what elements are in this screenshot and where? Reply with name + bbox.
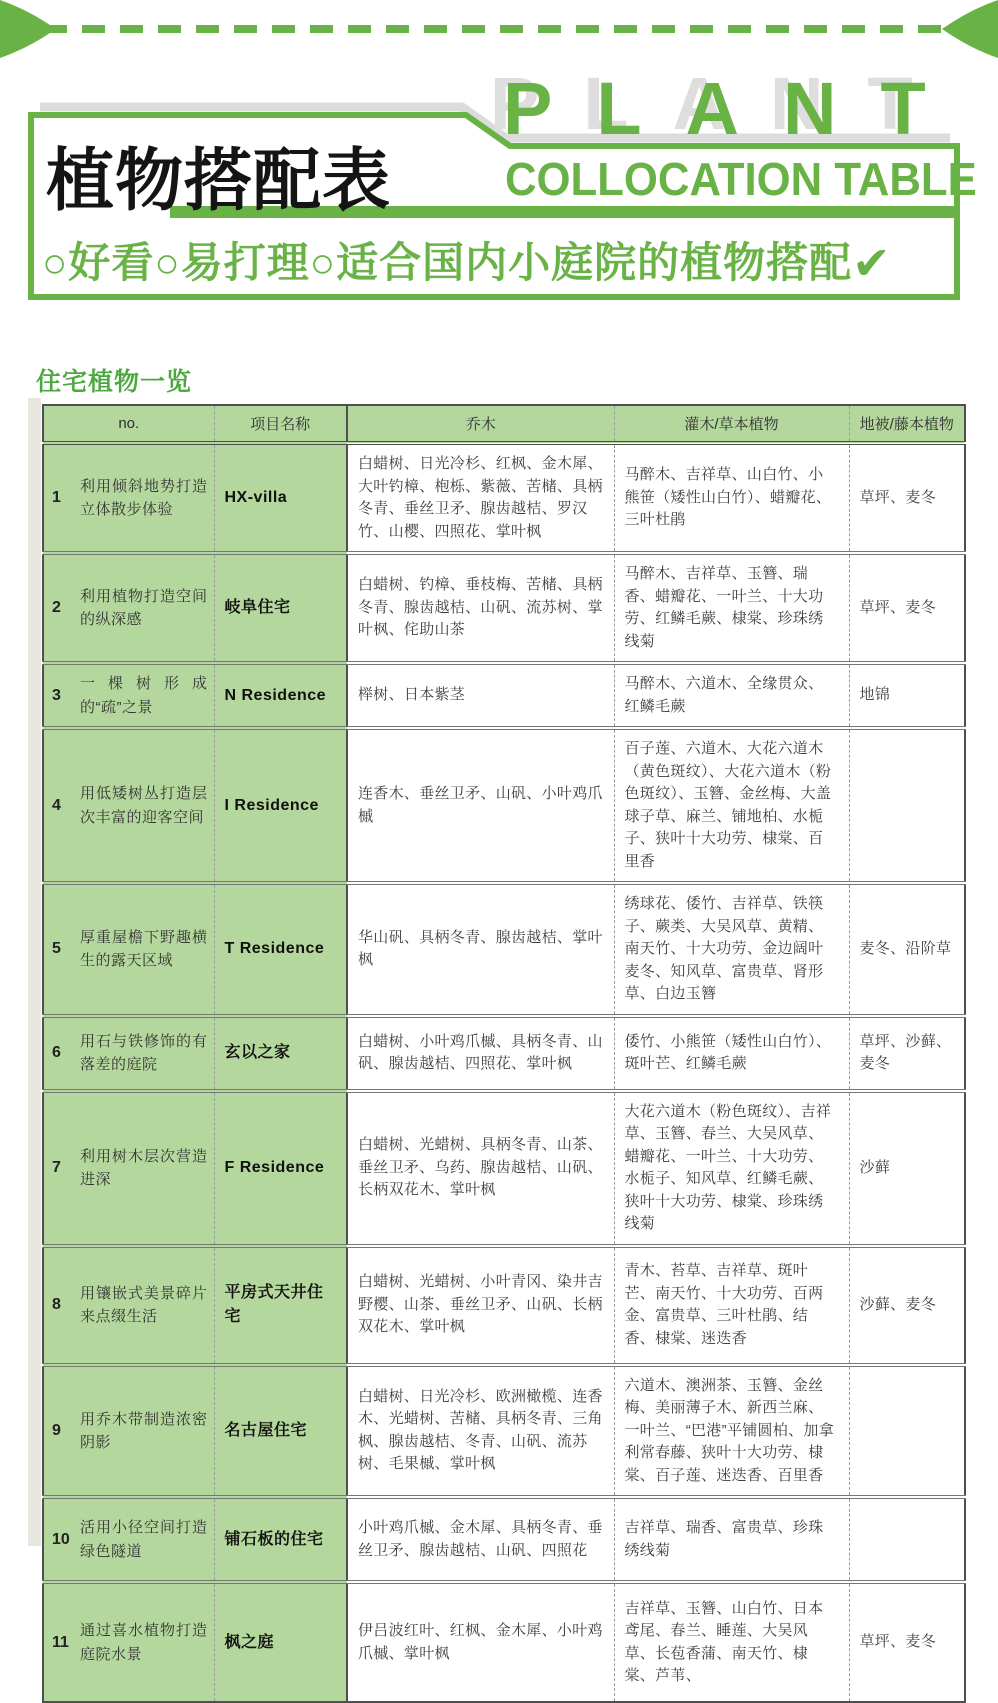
row-description: 利用倾斜地势打造立体散步体验 [80, 477, 208, 518]
cell-groundcover [849, 1365, 965, 1498]
check-icon: ✔ [852, 237, 892, 289]
row-description: 用石与铁修饰的有落差的庭院 [80, 1032, 208, 1073]
row-number: 3 [52, 686, 61, 704]
table-row [43, 1582, 965, 1702]
table-row [43, 728, 965, 883]
cell-no [43, 883, 214, 1016]
cell-project-name: I Residence [214, 728, 347, 883]
cell-project-name: HX-villa [214, 443, 347, 553]
cell-project-name: 铺石板的住宅 [214, 1497, 347, 1582]
cell-trees: 伊吕波红叶、红枫、金木犀、小叶鸡爪槭、掌叶枫 [347, 1582, 614, 1702]
row-description: 利用树木层次营造进深 [80, 1147, 208, 1188]
table-row [43, 553, 965, 663]
row-description: 用乔木带制造浓密阴影 [80, 1410, 208, 1451]
cell-trees: 白蜡树、光蜡树、具柄冬青、山茶、垂丝卫矛、乌药、腺齿越桔、山矾、长柄双花木、掌叶枫 [347, 1091, 614, 1246]
cell-no [43, 1016, 214, 1091]
cell-project-name: 平房式天井住宅 [214, 1246, 347, 1365]
row-number: 11 [52, 1633, 69, 1651]
cell-no [43, 1497, 214, 1582]
cell-groundcover [849, 1497, 965, 1582]
plant-table [42, 404, 964, 1703]
cell-shrubs: 马醉木、六道木、全缘贯众、红鳞毛蕨 [614, 663, 849, 728]
cell-project-name: N Residence [214, 663, 347, 728]
table-row [43, 443, 965, 553]
cell-groundcover: 地锦 [849, 663, 965, 728]
col-header-name: 项目名称 [214, 405, 347, 443]
table-header-row [43, 405, 965, 443]
cell-trees: 白蜡树、日光冷杉、欧洲橄榄、连香木、光蜡树、苦槠、具柄冬青、三角枫、腺齿越桔、冬青、山矾、流苏树、毛果槭、掌叶枫 [347, 1365, 614, 1498]
table-row [43, 883, 965, 1016]
subtitle [42, 230, 892, 290]
cell-no [43, 1582, 214, 1702]
ribbon-right-icon [942, 0, 998, 58]
cell-shrubs: 马醉木、吉祥草、山白竹、小熊笹（矮性山白竹）、蜡瓣花、三叶杜鹃 [614, 443, 849, 553]
table-row [43, 663, 965, 728]
cell-groundcover: 沙藓 [849, 1091, 965, 1246]
cell-shrubs: 吉祥草、玉簪、山白竹、日本鸢尾、春兰、睡莲、大吴风草、长苞香蒲、南天竹、棣棠、芦苇、 [614, 1582, 849, 1702]
cell-trees: 小叶鸡爪槭、金木犀、具柄冬青、垂丝卫矛、腺齿越桔、山矾、四照花 [347, 1497, 614, 1582]
cell-groundcover: 草坪、麦冬 [849, 1582, 965, 1702]
row-description: 用镶嵌式美景碎片来点缀生活 [80, 1284, 208, 1325]
cell-trees: 连香木、垂丝卫矛、山矾、小叶鸡爪槭 [347, 728, 614, 883]
row-number: 10 [52, 1530, 70, 1548]
row-number: 7 [52, 1159, 61, 1176]
row-number: 5 [52, 940, 61, 958]
col-header-trees: 乔木 [347, 405, 614, 443]
cell-shrubs: 绣球花、倭竹、吉祥草、铁筷子、蕨类、大吴风草、黄精、南天竹、十大功劳、金边阔叶麦冬、知风草、富贵草、肾形草、白边玉簪 [614, 883, 849, 1016]
cell-trees: 华山矾、具柄冬青、腺齿越桔、掌叶枫 [347, 883, 614, 1016]
col-header-no: no. [43, 405, 214, 443]
subtitle-text: ○好看○易打理○适合国内小庭院的植物搭配 [42, 239, 853, 286]
section-title: 住宅植物一览 [36, 368, 193, 396]
cell-groundcover: 麦冬、沿阶草 [849, 883, 965, 1016]
cell-trees: 白蜡树、光蜡树、小叶青冈、染井吉野樱、山茶、垂丝卫矛、山矾、长柄双花木、掌叶枫 [347, 1246, 614, 1365]
title-chinese: 植物搭配表 [46, 143, 392, 219]
row-number: 2 [52, 599, 61, 616]
row-number: 9 [52, 1421, 61, 1439]
row-number: 4 [52, 796, 61, 814]
table-row [43, 1246, 965, 1365]
row-description: 利用植物打造空间的纵深感 [80, 587, 208, 628]
row-description: 用低矮树丛打造层次丰富的迎客空间 [80, 785, 208, 826]
cell-project-name: F Residence [214, 1091, 347, 1246]
row-number: 8 [52, 1296, 61, 1313]
ribbon-divider [0, 0, 998, 70]
row-description: 活用小径空间打造绿色隧道 [80, 1519, 208, 1560]
row-number: 6 [52, 1044, 61, 1061]
cell-project-name: T Residence [214, 883, 347, 1016]
cell-groundcover [849, 728, 965, 883]
page-edge-strip [28, 398, 41, 1546]
cell-groundcover: 沙藓、麦冬 [849, 1246, 965, 1365]
cell-no [43, 553, 214, 663]
row-number: 1 [52, 489, 61, 506]
cell-shrubs: 大花六道木（粉色斑纹）、吉祥草、玉簪、春兰、大吴风草、蜡瓣花、一叶兰、十大功劳、水栀子、知风草、红鳞毛蕨、狭叶十大功劳、棣棠、珍珠绣线菊 [614, 1091, 849, 1246]
title-english: PLANT [503, 67, 970, 150]
col-header-shrubs: 灌木/草本植物 [614, 405, 849, 443]
cell-no [43, 1365, 214, 1498]
cell-project-name: 岐阜住宅 [214, 553, 347, 663]
table-row [43, 1497, 965, 1582]
table-row [43, 1016, 965, 1091]
col-header-ground: 地被/藤本植物 [849, 405, 965, 443]
cell-project-name: 名古屋住宅 [214, 1365, 347, 1498]
cell-trees: 榉树、日本紫茎 [347, 663, 614, 728]
cell-no [43, 1091, 214, 1246]
cell-shrubs: 六道木、澳洲茶、玉簪、金丝梅、美丽薄子木、新西兰麻、一叶兰、“巴港”平铺圆柏、加拿利常春藤、狭叶十大功劳、棣棠、百子莲、迷迭香、百里香 [614, 1365, 849, 1498]
row-description: 通过喜水植物打造庭院水景 [80, 1622, 208, 1663]
cell-shrubs: 吉祥草、瑞香、富贵草、珍珠绣线菊 [614, 1497, 849, 1582]
cell-shrubs: 百子莲、六道木、大花六道木（黄色斑纹）、大花六道木（粉色斑纹）、玉簪、金丝梅、大盖球子草、麻兰、铺地柏、水栀子、狭叶十大功劳、棣棠、百里香 [614, 728, 849, 883]
cell-shrubs: 马醉木、吉祥草、玉簪、瑞香、蜡瓣花、一叶兰、十大功劳、红鳞毛蕨、棣棠、珍珠绣线菊 [614, 553, 849, 663]
table-row [43, 1365, 965, 1498]
cell-groundcover: 草坪、麦冬 [849, 443, 965, 553]
row-description: 厚重屋檐下野趣横生的露天区域 [80, 929, 208, 970]
ribbon-left-icon [0, 0, 56, 58]
cell-no [43, 728, 214, 883]
cell-no [43, 1246, 214, 1365]
cell-groundcover: 草坪、麦冬 [849, 553, 965, 663]
cell-groundcover: 草坪、沙藓、麦冬 [849, 1016, 965, 1091]
cell-shrubs: 青木、苔草、吉祥草、斑叶芒、南天竹、十大功劳、百两金、富贵草、三叶杜鹃、结香、棣棠、迷迭香 [614, 1246, 849, 1365]
plant-collocation-table [42, 404, 966, 1703]
cell-project-name: 玄以之家 [214, 1016, 347, 1091]
cell-trees: 白蜡树、钓樟、垂枝梅、苦槠、具柄冬青、腺齿越桔、山矾、流苏树、掌叶枫、侘助山茶 [347, 553, 614, 663]
cell-trees: 白蜡树、小叶鸡爪槭、具柄冬青、山矾、腺齿越桔、四照花、掌叶枫 [347, 1016, 614, 1091]
cell-trees: 白蜡树、日光冷杉、红枫、金木犀、大叶钓樟、枹栎、紫薇、苦槠、具柄冬青、垂丝卫矛、腺齿越桔、罗汉竹、山樱、四照花、掌叶枫 [347, 443, 614, 553]
cell-shrubs: 倭竹、小熊笹（矮性山白竹）、斑叶芒、红鳞毛蕨 [614, 1016, 849, 1091]
title-english-sub: COLLOCATION TABLE [505, 153, 977, 205]
row-description: 一棵树形成的“疏”之景 [80, 675, 208, 716]
cell-no [43, 663, 214, 728]
cell-no [43, 443, 214, 553]
cell-project-name: 枫之庭 [214, 1582, 347, 1702]
table-row [43, 1091, 965, 1246]
